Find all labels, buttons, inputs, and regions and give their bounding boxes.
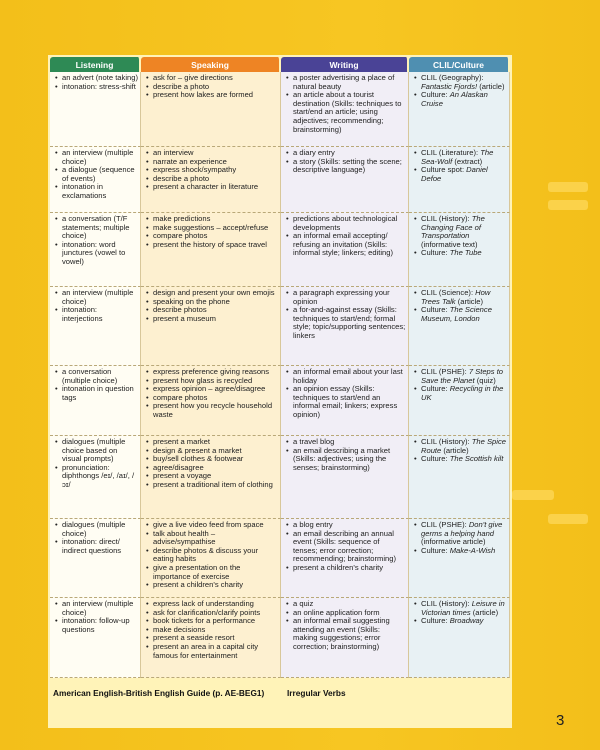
speaking-cell — [141, 366, 281, 436]
decorative-tab — [512, 490, 554, 500]
listening-cell — [50, 147, 141, 213]
clil-cell — [409, 72, 510, 147]
list-item: • ask for clarification/clarify points — [153, 609, 278, 618]
listening-cell — [50, 436, 141, 519]
header-writing: Writing — [281, 57, 409, 72]
speaking-cell — [141, 598, 281, 678]
list-item: • pronunciation: diphthongs /eɪ/, /aɪ/, /ɔɪ/ — [62, 464, 138, 490]
list-item: • present how lakes are formed — [153, 91, 278, 100]
list-item: • buy/sell clothes & footwear — [153, 455, 278, 464]
list-item: • present how glass is recycled — [153, 377, 278, 386]
list-item: • make decisions — [153, 626, 278, 635]
list-item: • describe a photo — [153, 175, 278, 184]
list-item: • an interview (multiple choice) — [62, 289, 138, 306]
list-item: • a conversation (T/F statements; multiple choice) — [62, 215, 138, 241]
list-item: • intonation: follow-up questions — [62, 617, 138, 634]
list-item: • speaking on the phone — [153, 298, 278, 307]
clil-cell — [409, 436, 510, 519]
list-item: • describe photos & discuss your eating habits — [153, 547, 278, 564]
clil-cell — [409, 213, 510, 287]
list-item: • a travel blog — [293, 438, 406, 447]
list-item: • dialogues (multiple choice based on visual prompts) — [62, 438, 138, 464]
list-item: • express lack of understanding — [153, 600, 278, 609]
list-item: • CLIL (PSHE): 7 Steps to Save the Planet (quiz) — [421, 368, 507, 385]
list-item: • a diary entry — [293, 149, 406, 158]
list-item: • ask for – give directions — [153, 74, 278, 83]
list-item: • CLIL (History): The Changing Face of Transportation (informative text) — [421, 215, 507, 249]
list-item: • book tickets for a performance — [153, 617, 278, 626]
table-row — [50, 366, 510, 436]
list-item: • a for-and-against essay (Skills: techniques to start/end; formal style; topic/supporting sentences; linkers — [293, 306, 406, 340]
clil-cell — [409, 519, 510, 598]
table-row — [50, 287, 510, 366]
list-item: • CLIL (Geography): Fantastic Fjords! (article) — [421, 74, 507, 91]
writing-cell — [281, 72, 409, 147]
list-item: • intonation: stress-shift — [62, 83, 138, 92]
list-item: • an email describing a market (Skills: adjectives; using the senses; brainstorming) — [293, 447, 406, 473]
syllabus-table — [50, 57, 510, 678]
writing-cell — [281, 598, 409, 678]
list-item: • CLIL (History): Leisure in Victorian times (article) — [421, 600, 507, 617]
list-item: • CLIL (History): The Spice Route (article) — [421, 438, 507, 455]
list-item: • compare photos — [153, 394, 278, 403]
header-speaking: Speaking — [141, 57, 281, 72]
list-item: • present a children's charity — [153, 581, 278, 590]
list-item: • a quiz — [293, 600, 406, 609]
list-item: • Culture: The Tube — [421, 249, 507, 258]
list-item: • give a live video feed from space — [153, 521, 278, 530]
footer-irregular-verbs: Irregular Verbs — [287, 688, 346, 698]
writing-cell — [281, 519, 409, 598]
list-item: • present the history of space travel — [153, 241, 278, 250]
list-item: • Culture: Recycling in the UK — [421, 385, 507, 402]
list-item: • CLIL (Science): How Trees Talk (article) — [421, 289, 507, 306]
clil-cell — [409, 287, 510, 366]
list-item: • dialogues (multiple choice) — [62, 521, 138, 538]
header-clil-culture: CLIL/Culture — [409, 57, 510, 72]
table-row — [50, 436, 510, 519]
listening-cell — [50, 287, 141, 366]
list-item: • describe a photo — [153, 83, 278, 92]
list-item: • an online application form — [293, 609, 406, 618]
writing-cell — [281, 366, 409, 436]
list-item: • intonation in exclamations — [62, 183, 138, 200]
list-item: • a blog entry — [293, 521, 406, 530]
list-item: • Culture spot: Daniel Defoe — [421, 166, 507, 183]
list-item: • compare photos — [153, 232, 278, 241]
list-item: • express shock/sympathy — [153, 166, 278, 175]
speaking-cell — [141, 287, 281, 366]
page-number: 3 — [556, 712, 565, 729]
list-item: • CLIL (PSHE): Don't give germs a helping hand (informative article) — [421, 521, 507, 547]
list-item: • make suggestions – accept/refuse — [153, 224, 278, 233]
listening-cell — [50, 598, 141, 678]
list-item: • intonation in question tags — [62, 385, 138, 402]
speaking-cell — [141, 519, 281, 598]
list-item: • a paragraph expressing your opinion — [293, 289, 406, 306]
list-item: • Culture: Make-A-Wish — [421, 547, 507, 556]
list-item: • Culture: An Alaskan Cruise — [421, 91, 507, 108]
header-listening: Listening — [50, 57, 141, 72]
list-item: • an informal email suggesting attending an event (Skills: making suggestions; error correction; brainstorming) — [293, 617, 406, 651]
decorative-tab — [548, 514, 588, 524]
writing-cell — [281, 436, 409, 519]
list-item: • an email describing an annual event (Skills: sequence of tenses; error correction; recommending; brainstorming) — [293, 530, 406, 564]
table-header-row — [50, 57, 510, 72]
list-item: • an interview — [153, 149, 278, 158]
list-item: • narrate an experience — [153, 158, 278, 167]
list-item: • Culture: Broadway — [421, 617, 507, 626]
list-item: • present how you recycle household waste — [153, 402, 278, 419]
table-row — [50, 213, 510, 287]
list-item: • present a character in literature — [153, 183, 278, 192]
writing-cell — [281, 147, 409, 213]
list-item: • intonation: direct/ indirect questions — [62, 538, 138, 555]
clil-cell — [409, 598, 510, 678]
listening-cell — [50, 72, 141, 147]
list-item: • Culture: The Science Museum, London — [421, 306, 507, 323]
list-item: • a poster advertising a place of natural beauty — [293, 74, 406, 91]
listening-cell — [50, 213, 141, 287]
list-item: • intonation: interjections — [62, 306, 138, 323]
clil-cell — [409, 147, 510, 213]
list-item: • Culture: The Scottish kilt — [421, 455, 507, 464]
list-item: • predictions about technological developments — [293, 215, 406, 232]
list-item: • make predictions — [153, 215, 278, 224]
list-item: • an interview (multiple choice) — [62, 149, 138, 166]
speaking-cell — [141, 147, 281, 213]
list-item: • design & present a market — [153, 447, 278, 456]
list-item: • a story (Skills: setting the scene; descriptive language) — [293, 158, 406, 175]
writing-cell — [281, 287, 409, 366]
listening-cell — [50, 519, 141, 598]
list-item: • a dialogue (sequence of events) — [62, 166, 138, 183]
clil-cell — [409, 366, 510, 436]
speaking-cell — [141, 72, 281, 147]
list-item: • present a children's charity — [293, 564, 406, 573]
footer-guide-link: American English-British English Guide (p. AE-BEG1) — [53, 688, 265, 698]
list-item: • present a voyage — [153, 472, 278, 481]
list-item: • present a market — [153, 438, 278, 447]
list-item: • present an area in a capital city famous for entertainment — [153, 643, 278, 660]
listening-cell — [50, 366, 141, 436]
list-item: • give a presentation on the importance of exercise — [153, 564, 278, 581]
list-item: • an opinion essay (Skills: techniques to start/end an informal email; linkers; express opinion) — [293, 385, 406, 419]
list-item: • an article about a tourist destination (Skills: techniques to start/end an article; using adjectives; recommending; brainstorming) — [293, 91, 406, 134]
speaking-cell — [141, 213, 281, 287]
list-item: • an informal email about your last holiday — [293, 368, 406, 385]
table-row — [50, 519, 510, 598]
decorative-tab — [548, 200, 588, 210]
list-item: • describe photos — [153, 306, 278, 315]
list-item: • express opinion – agree/disagree — [153, 385, 278, 394]
table-row — [50, 72, 510, 147]
list-item: • design and present your own emojis — [153, 289, 278, 298]
list-item: • an interview (multiple choice) — [62, 600, 138, 617]
decorative-tab — [548, 182, 588, 192]
list-item: • an advert (note taking) — [62, 74, 138, 83]
list-item: • present a museum — [153, 315, 278, 324]
list-item: • a conversation (multiple choice) — [62, 368, 138, 385]
list-item: • an informal email accepting/ refusing an invitation (Skills: informal style; linkers; editing) — [293, 232, 406, 258]
list-item: • agree/disagree — [153, 464, 278, 473]
table-row — [50, 147, 510, 213]
list-item: • CLIL (Literature): The Sea-Wolf (extract) — [421, 149, 507, 166]
list-item: • talk about health – advise/sympathise — [153, 530, 278, 547]
table-row — [50, 598, 510, 678]
list-item: • present a traditional item of clothing — [153, 481, 278, 490]
speaking-cell — [141, 436, 281, 519]
writing-cell — [281, 213, 409, 287]
list-item: • express preference giving reasons — [153, 368, 278, 377]
list-item: • intonation: word junctures (vowel to vowel) — [62, 241, 138, 267]
list-item: • present a seaside resort — [153, 634, 278, 643]
